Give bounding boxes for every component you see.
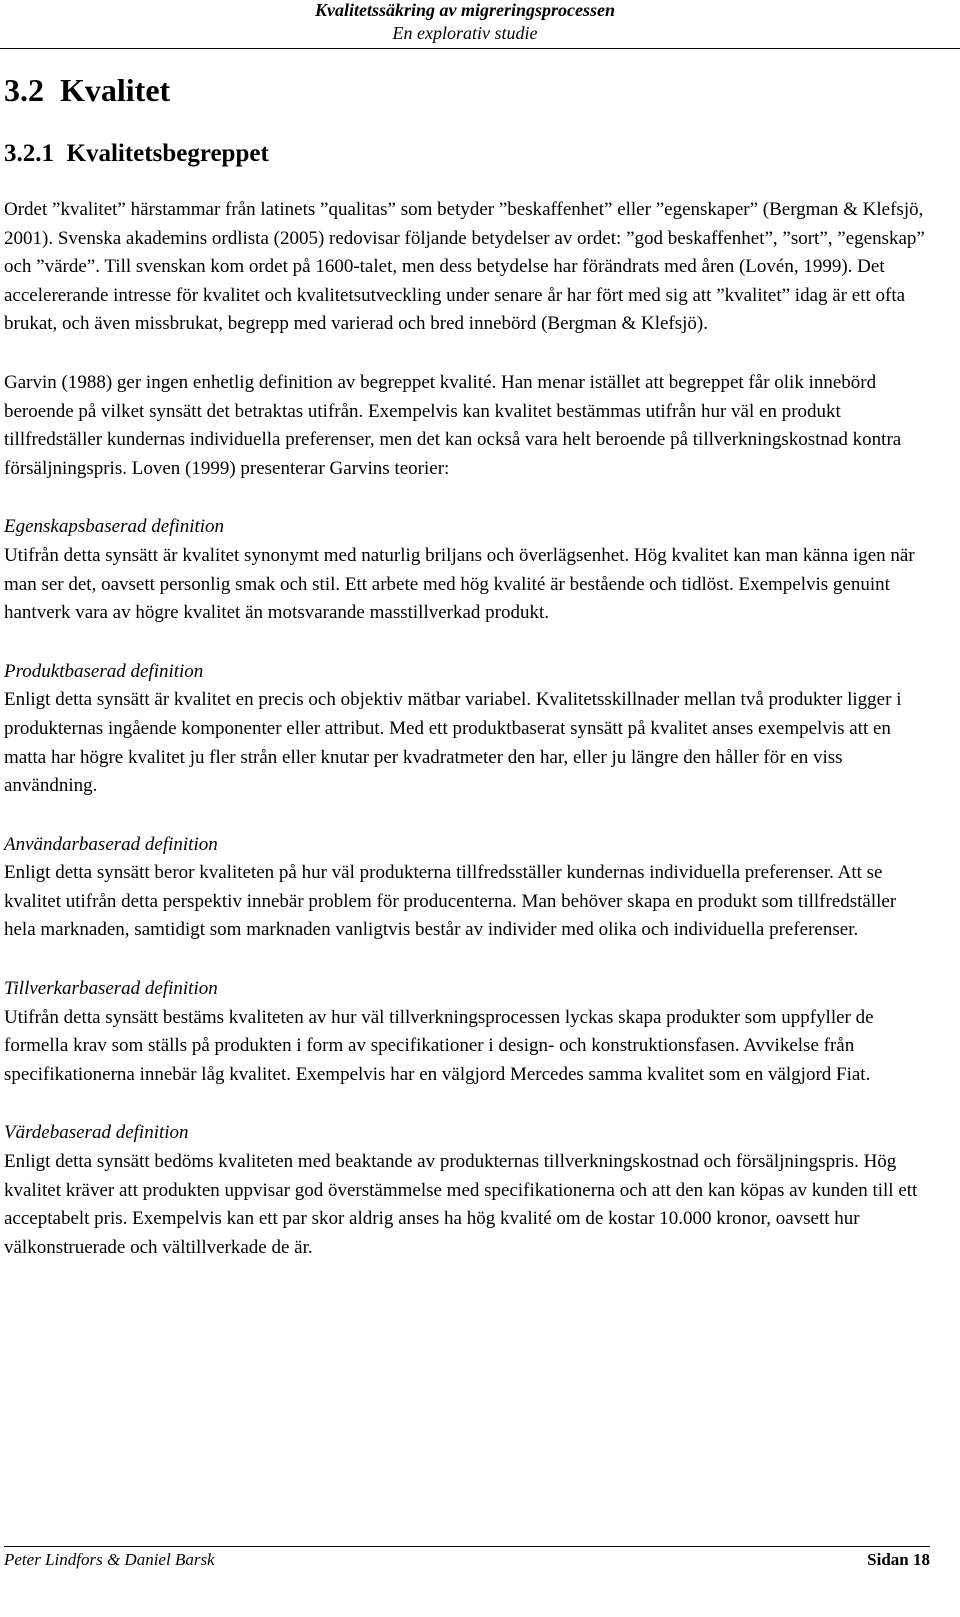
definition-text: Enligt detta synsätt bedöms kvaliteten med beaktande av produkternas tillverkningskostnad och försäljningspris. Hög kvalitet kräver att produkten uppvisar god överstämmelse med specifikationerna och att den kan köpas av kunden till ett acceptabelt pris. Exempelvis kan ett par skor aldrig anses ha hög kvalité om de kostar 10.000 kronor, oavsett hur välkonstruerade och vältillverkade de är. — [4, 1151, 918, 1258]
definition-produktbaserad — [4, 658, 930, 801]
intro-paragraph-1: Ordet ”kvalitet” härstammar från latinets ”qualitas” som betyder ”beskaffenhet” eller ”egenskaper” (Bergman & Klefsjö, 2001). Svenska akademins ordlista (2005) redovisar följande betydelser av ordet: ”god beskaffenhet”, ”sort”, ”egenskap” och ”värde”. Till svenskan kom ordet på 1600-talet, men dess betydelse har förändrats med åren (Lovén, 1999). Det accelererande intresse för kvalitet och kvalitetsutveckling under senare år har fört med sig att ”kvalitet” idag är ett ofta brukat, och även missbrukat, begrepp med varierad och bred innebörd (Bergman & Klefsjö). — [4, 199, 925, 335]
definition-egenskapsbaserad — [4, 513, 930, 627]
definition-text: Enligt detta synsätt beror kvaliteten på hur väl produkterna tillfredsställer kundernas individuella preferenser. Att se kvalitet utifrån detta perspektiv innebär problem för producenterna. Man behöver skapa en produkt som tillfredställer hela marknaden, samtidigt som marknaden vanligtvis består av individer med olika och individuella preferenser. — [4, 862, 897, 941]
section-heading: 3.2 Kvalitet — [4, 72, 171, 108]
page-header — [0, 0, 960, 49]
definition-title: Tillverkarbaserad definition — [4, 978, 218, 1000]
header-subtitle: En explorativ studie — [392, 23, 538, 43]
definition-title: Produktbaserad definition — [4, 660, 204, 682]
header-title: Kvalitetssäkring av migreringsprocessen — [314, 0, 615, 20]
definition-title: Värdebaserad definition — [4, 1122, 189, 1144]
definition-title: Egenskapsbaserad definition — [4, 516, 225, 538]
footer-authors: Peter Lindfors & Daniel Barsk — [4, 1550, 215, 1569]
definition-title: Användarbaserad definition — [4, 833, 218, 855]
definition-text: Utifrån detta synsätt bestäms kvaliteten av hur väl tillverkningsprocessen lyckas skapa produkter som uppfyller de formella krav som ställs på produkten i form av specifikationer i design- och konstruktionsfasen. Avvikelse från specifikationerna innebär låg kvalitet. Exempelvis har en välgjord Mercedes samma kvalitet som en välgjord Fiat. — [4, 1006, 874, 1085]
definition-text: Enligt detta synsätt är kvalitet en precis och objektiv mätbar variabel. Kvalitetsskillnader mellan två produkter ligger i produkternas ingående komponenter eller attribut. Med ett produktbaserat synsätt på kvalitet anses exempelvis att en matta har högre kvalitet ju fler strån eller knutar per kvadratmeter den har, eller ju längre den håller för en viss användning. — [4, 689, 902, 797]
body-content — [4, 196, 930, 1262]
definition-tillverkarbaserad — [4, 975, 930, 1089]
subsection-heading: 3.2.1 Kvalitetsbegreppet — [4, 140, 269, 167]
page-footer — [4, 1546, 930, 1569]
footer-page-number: Sidan 18 — [867, 1550, 930, 1569]
intro-paragraph-2: Garvin (1988) ger ingen enhetlig definition av begreppet kvalité. Han menar istället att begreppet får olik innebörd beroende på vilket synsätt det betraktas utifrån. Exempelvis kan kvalitet bestämmas utifrån hur väl en produkt tillfredställer kundernas individuella preferenser, men det kan också vara helt beroende på tillverkningskostnad kontra försäljningspris. Loven (1999) presenterar Garvins teorier: — [4, 371, 902, 479]
definition-anvandarbaserad — [4, 831, 930, 945]
definition-text: Utifrån detta synsätt är kvalitet synonymt med naturlig briljans och överlägsenhet. Hög kvalitet kan man känna igen när man ser det, oavsett personlig smak och stil. Ett arbete med hög kvalité är bestående och tidlöst. Exempelvis genuint hantverk vara av högre kvalitet än motsvarande masstillverkad produkt. — [4, 544, 915, 624]
definition-vardebaserad — [4, 1119, 930, 1262]
